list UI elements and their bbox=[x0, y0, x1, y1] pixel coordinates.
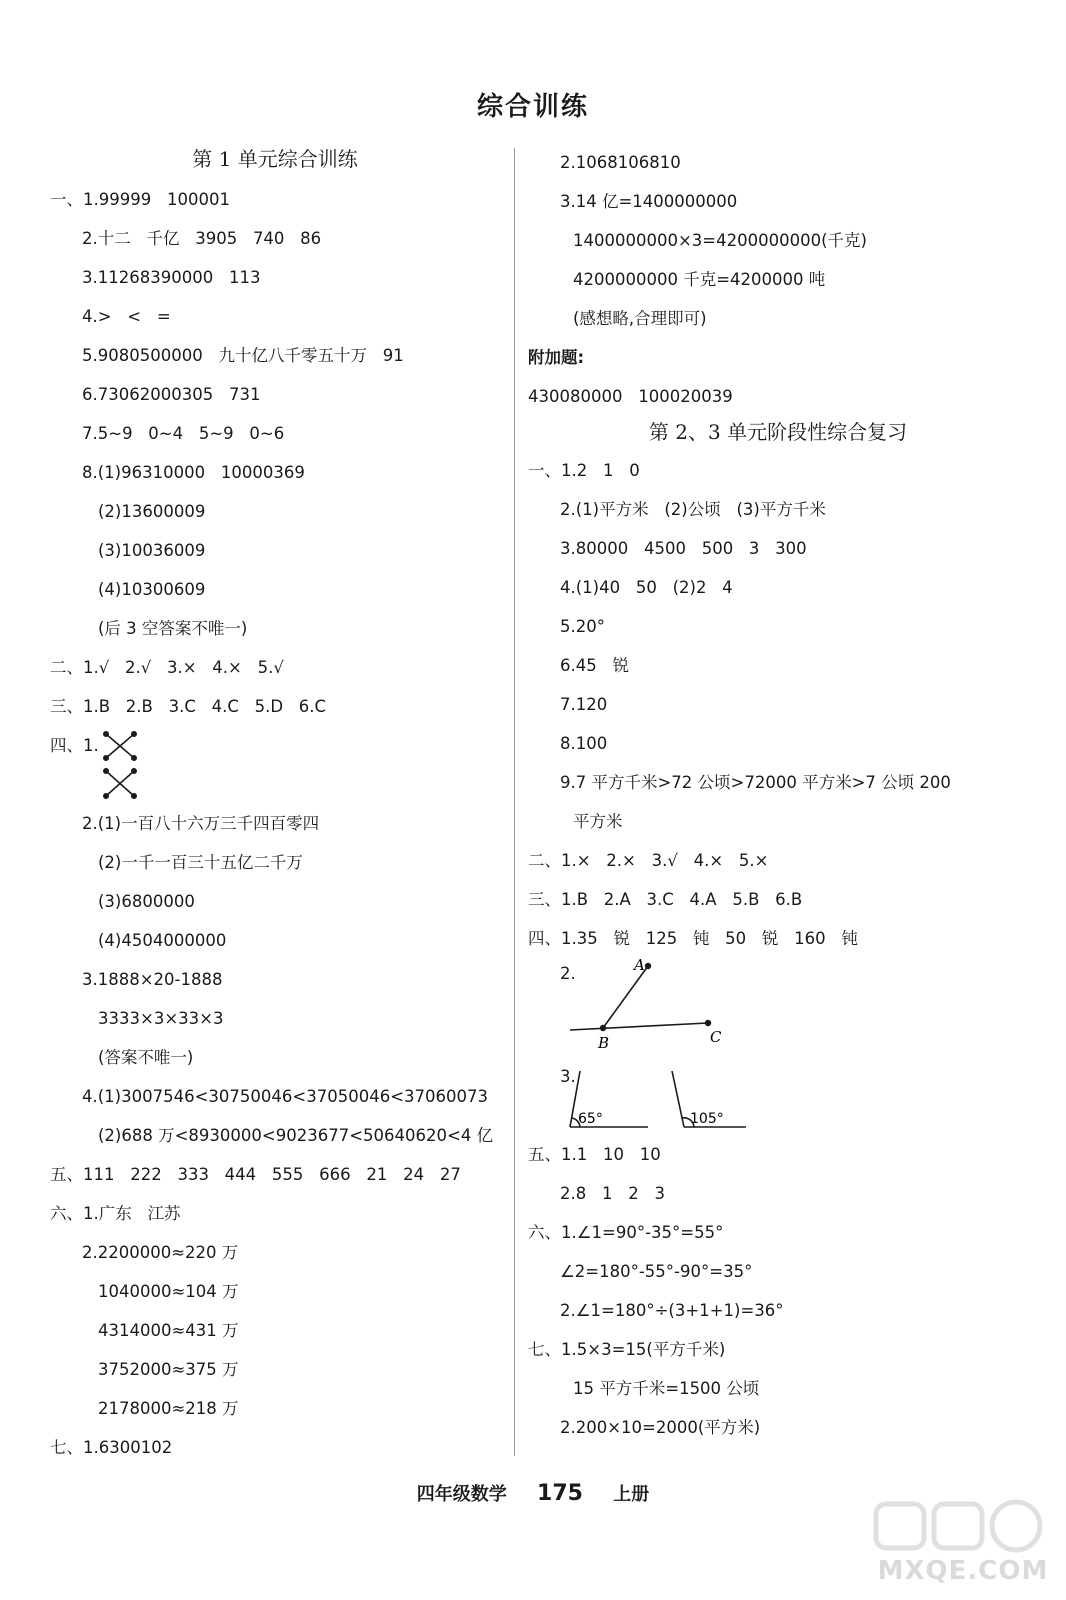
answer-line: 4200000000 千克=4200000 吨 bbox=[573, 270, 826, 289]
answer-line: 五、111 222 333 444 555 666 21 24 27 bbox=[50, 1165, 461, 1184]
answer-line: 平方米 bbox=[573, 812, 623, 831]
answer-line: 430080000 100020039 bbox=[528, 387, 733, 406]
answer-line: (2)688 万<8930000<9023677<50640620<4 亿 bbox=[98, 1126, 494, 1145]
answer-line: 5.9080500000 九十亿八千零五十万 91 bbox=[82, 346, 404, 365]
answer-line: 2.(1)平方米 (2)公顷 (3)平方千米 bbox=[560, 500, 826, 519]
answer-line: (3)6800000 bbox=[98, 892, 195, 911]
column-divider bbox=[514, 148, 515, 1456]
answer-line: 3333×3×33×3 bbox=[98, 1009, 224, 1028]
watermark-text: MXQE.COM bbox=[877, 1556, 1049, 1586]
answer-line: 一、1.99999 100001 bbox=[50, 190, 230, 209]
section-heading-unit-1: 第 1 单元综合训练 bbox=[192, 147, 358, 171]
page-number: 175 bbox=[537, 1481, 583, 1506]
answer-line: 7.5~9 0~4 5~9 0~6 bbox=[82, 424, 285, 443]
answer-line: (后 3 空答案不唯一) bbox=[98, 619, 248, 638]
answer-line: 六、1.∠1=90°-35°=55° bbox=[528, 1223, 724, 1242]
answer-line: 2.十二 千亿 3905 740 86 bbox=[82, 229, 322, 248]
answer-line: 15 平方千米=1500 公顷 bbox=[573, 1379, 760, 1398]
answer-line: 3.11268390000 113 bbox=[82, 268, 261, 287]
answer-line: 4.> < = bbox=[82, 307, 171, 326]
answer-line: 三、1.B 2.B 3.C 4.C 5.D 6.C bbox=[50, 697, 327, 716]
answer-line: 9.7 平方千米>72 公顷>72000 平方米>7 公顷 200 bbox=[560, 773, 951, 792]
answer-line: 1040000≈104 万 bbox=[98, 1282, 239, 1301]
answer-line: 7.120 bbox=[560, 695, 608, 714]
left-answer-list-a bbox=[50, 180, 500, 726]
right-column bbox=[528, 143, 1028, 1447]
answer-line: (4)4504000000 bbox=[98, 931, 227, 950]
answer-line: (3)10036009 bbox=[98, 541, 206, 560]
answer-line: 8.100 bbox=[560, 734, 608, 753]
answer-line: 3.14 亿=1400000000 bbox=[560, 192, 738, 211]
ray-figure-abc bbox=[558, 958, 798, 1063]
cross-figure bbox=[50, 726, 500, 804]
answer-line: 五、1.1 10 10 bbox=[528, 1145, 661, 1164]
answer-line: 6.45 锐 bbox=[560, 656, 629, 675]
angle-figure-3 bbox=[528, 1063, 1028, 1135]
answer-line: 二、1.√ 2.√ 3.× 4.× 5.√ bbox=[50, 658, 284, 677]
answer-line: (2)13600009 bbox=[98, 502, 206, 521]
answer-line: 七、1.6300102 bbox=[50, 1438, 173, 1457]
answer-line: 3.80000 4500 500 3 300 bbox=[560, 539, 807, 558]
left-answer-list-b bbox=[50, 804, 500, 1467]
answer-line: 2178000≈218 万 bbox=[98, 1399, 239, 1418]
answer-line: 4314000≈431 万 bbox=[98, 1321, 239, 1340]
answer-line: 4.(1)40 50 (2)2 4 bbox=[560, 578, 733, 597]
section-heading-unit-2-3: 第 2、3 单元阶段性综合复习 bbox=[648, 420, 908, 444]
answer-line: 3752000≈375 万 bbox=[98, 1360, 239, 1379]
figure-label: 2. bbox=[560, 964, 576, 983]
answer-line: 2.2200000≈220 万 bbox=[82, 1243, 239, 1262]
left-column bbox=[50, 143, 500, 1467]
answer-line: 1400000000×3=4200000000(千克) bbox=[573, 231, 867, 250]
angle-drawings bbox=[558, 1063, 818, 1135]
answer-line: 二、1.× 2.× 3.√ 4.× 5.× bbox=[528, 851, 769, 870]
point-label-b: B bbox=[598, 1034, 610, 1052]
figure-label: 3. bbox=[560, 1067, 576, 1086]
right-answer-list-b bbox=[528, 451, 1028, 958]
volume-label: 上册 bbox=[613, 1484, 650, 1505]
answer-line: 2.(1)一百八十六万三千四百零四 bbox=[82, 814, 320, 833]
answer-line: (4)10300609 bbox=[98, 580, 206, 599]
answer-line: 2.∠1=180°÷(3+1+1)=36° bbox=[560, 1301, 784, 1320]
page-title: 综合训练 bbox=[476, 92, 589, 122]
watermark-logo bbox=[868, 1496, 1058, 1596]
answer-line: (2)一千一百三十五亿二千万 bbox=[98, 853, 303, 872]
answer-line: 4.(1)3007546<30750046<37050046<37060073 bbox=[82, 1087, 489, 1106]
answer-line: 七、1.5×3=15(平方千米) bbox=[528, 1340, 726, 1359]
angle-figure-2 bbox=[528, 958, 1028, 1063]
answer-line: 2.1068106810 bbox=[560, 153, 681, 172]
right-answer-list-a bbox=[528, 143, 1028, 416]
answer-line: 2.200×10=2000(平方米) bbox=[560, 1418, 761, 1437]
angle-label-65: 65° bbox=[578, 1111, 603, 1127]
answer-line: 三、1.B 2.A 3.C 4.A 5.B 6.B bbox=[528, 890, 803, 909]
point-label-a: A bbox=[634, 958, 645, 974]
answer-line: (答案不唯一) bbox=[98, 1048, 194, 1067]
answer-line: 一、1.2 1 0 bbox=[528, 461, 640, 480]
answer-line: 2.8 1 2 3 bbox=[560, 1184, 665, 1203]
answer-line: 5.20° bbox=[560, 617, 605, 636]
answer-line: 3.1888×20-1888 bbox=[82, 970, 223, 989]
answer-line: 六、1.广东 江苏 bbox=[50, 1204, 181, 1223]
answer-line: 附加题: bbox=[528, 348, 585, 367]
answer-line: 6.73062000305 731 bbox=[82, 385, 261, 404]
answer-line: ∠2=180°-55°-90°=35° bbox=[560, 1262, 753, 1281]
right-answer-list-c bbox=[528, 1135, 1028, 1447]
answer-line: 四、1.35 锐 125 钝 50 锐 160 钝 bbox=[528, 929, 858, 948]
grade-subject: 四年级数学 bbox=[416, 1484, 507, 1505]
answer-line: 四、1. bbox=[50, 736, 99, 755]
point-label-c: C bbox=[710, 1028, 722, 1046]
answer-line: (感想略,合理即可) bbox=[573, 309, 707, 328]
angle-label-105: 105° bbox=[690, 1111, 724, 1127]
answer-line: 8.(1)96310000 10000369 bbox=[82, 463, 305, 482]
watermark-icon bbox=[868, 1496, 1058, 1556]
cross-lines-figure bbox=[100, 726, 160, 804]
